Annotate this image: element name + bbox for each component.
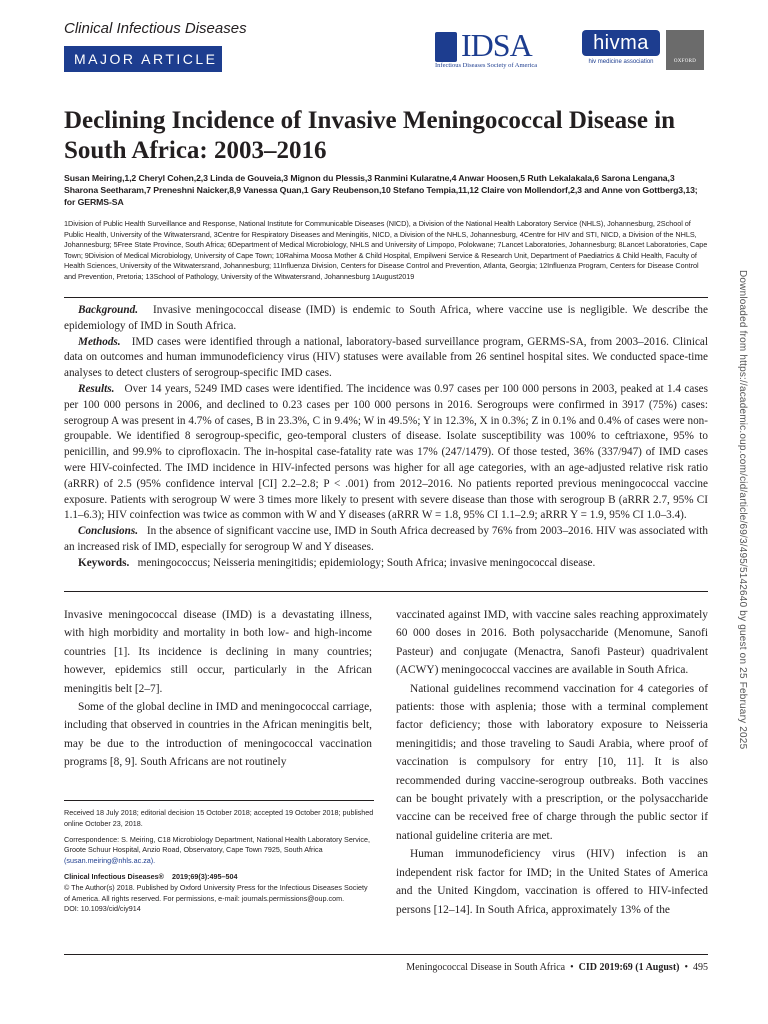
methods-heading: Methods. bbox=[78, 335, 121, 348]
hivma-subtitle: hiv medicine association bbox=[588, 59, 654, 65]
hivma-logo bbox=[582, 30, 660, 70]
body-paragraph: Human immunodeficiency virus (HIV) infection is an independent risk factor for IMD; in the United States of America and the United Kingdom, vaccination is offered to HIV-infected persons [12–14]. In South Africa, approximately 13% of the bbox=[396, 848, 708, 916]
doi-link[interactable]: DOI: 10.1093/cid/ciy914 bbox=[64, 904, 141, 914]
idsa-logo bbox=[435, 27, 575, 70]
article-title: Declining Incidence of Invasive Meningococcal Disease in South Africa: 2003–2016 bbox=[64, 107, 676, 164]
page-number: 495 bbox=[693, 962, 708, 973]
keywords-heading: Keywords. bbox=[78, 556, 130, 569]
affiliations: 1Division of Public Health Surveillance and Response, National Institute for Communicable Diseases (NICD), a Division of the National Health Laboratory Service (NHLS), Johannesburg, 2School of Public Health, University of the Witwatersrand, 3Centre for Respiratory Diseases and Meningitis, NICD, a Division of the NHLS, Johannesburg, 4Centre for HIV and STI, NICD, a Division of the NHLS, Johannesburg; 5Free State Province, South Africa; 6Department of Medical Microbiology, NHLS and University of Limpopo, Polokwane; 7Lancet Laboratories, Johannesburg; 8Lancet Laboratories, Cape Town; 9Division of Medical Microbiology, University of Cape Town; 10Rahima Moosa Mother & Child Hospital, Empilweni Service & Research Unit, Department of Paediatrics & Child Health, Faculty of Health Sciences, University of the Witwatersrand, Johannesburg; 11Influenza Division, Centers for Disease Control and Prevention, Atlanta, Georgia; 12Influenza Program, Centers for Disease Control and Prevention, Pretoria; 13School of Pathology, University of the Witwatersrand, Johannesburg 1August2019 bbox=[64, 219, 708, 281]
background-heading: Background. bbox=[78, 304, 138, 316]
idsa-logo-text: IDSA bbox=[461, 27, 532, 63]
footnote-citation: 2019;69(3):495–504 bbox=[171, 871, 238, 881]
abstract-bottom-divider bbox=[64, 591, 708, 592]
author-list: Susan Meiring,1,2 Cheryl Cohen,2,3 Linda de Gouveia,3 Mignon du Plessis,3 Ranmini Kularatne,4 Anwar Hoosen,5 Ruth Lekalakala,6 Sarona Lengana,3 Sharona Seetharam,7 Preneshni Naicker,8,9 Vanessa Quan,1 Gary Reubenson,10 Stefano Tempia,11,12 Claire von Mollendorf,2,3 and Anne von Gottberg3,13; for GERMS-SA bbox=[64, 173, 698, 207]
abstract-background bbox=[64, 303, 708, 335]
body-paragraph: Some of the global decline in IMD and meningococcal carriage, including that observed in countries in the African meningitis belt, may be due to the introduction of meningococcal vaccination programs [8, 9]. South Africans are not routinely bbox=[64, 701, 372, 769]
footnote-divider bbox=[64, 800, 374, 801]
abstract-results bbox=[64, 382, 708, 524]
oxford-logo-text: OXFORD bbox=[673, 59, 697, 64]
results-text: Over 14 years, 5249 IMD cases were identified. The incidence was 0.97 cases per 100 000 persons in 2003, peaked at 1.4 cases per 100 000 persons in 2006, and declined to 0.23 cases per 100 000 persons in 2016. Serogroups were confirmed in 3917 (75%) cases: serogroup A was present in 4.7% of cases, B in 23.3%, C in 9.4%; W in 49.5%; Y in 12.3%, X in 0.3%; Z in 0.1% and 0.4% of cases were non-groupable. We identified 8 serogroup-specific, geo-temporal clusters of disease. Isolate susceptibility was 100% to ceftriaxone, 95% to penicillin, and 99.9% to ciprofloxacin. The in-hospital case-fatality rate was 17% (247/1479). Of those tested, 36% (337/947) of IMD cases were HIV-coinfected. The IMD incidence in HIV-infected persons was higher for all age categories, with an age-adjusted relative risk ratio (aRRR) of 2.5 (95% confidence interval [CI] 2.2–2.8; P < .001) from 2012–2016. No patients reported previous meningococcal vaccine exposure. Patients with serogroup W were 3 times more likely to present with severe disease than those with serogroup B (aRRR 2.7, 95% CI 1.1–6.3); HIV coinfection was twice as common with W and Y diseases (aRRR W = 1.8, 95% CI 1.1–2.9; aRRR Y = 1.9, 95% CI 1.0–3.4). bbox=[64, 382, 709, 522]
idsa-seal-icon bbox=[435, 32, 457, 62]
running-title: Meningococcal Disease in South Africa bbox=[406, 962, 566, 973]
journal-name: Clinical Infectious Diseases bbox=[64, 20, 247, 37]
body-left-column bbox=[64, 606, 372, 772]
idsa-subtitle: Infectious Diseases Society of America bbox=[435, 62, 538, 69]
body-paragraph: vaccinated against IMD, with vaccine sales reaching approximately 60 000 doses in 2016. Both polysaccharide (Menomune, Sanofi Pasteur) and conjugate (Menactra, Sanofi Pasteur) quadrivalent (ACWY) meningococcal vaccines are available in South Africa. bbox=[396, 609, 708, 677]
body-paragraph: National guidelines recommend vaccination for 4 categories of patients: those with asplenia; those with a terminal complement factor deficiency; those with laboratory exposure to Neisseria meningitidis; and those traveling to Saudi Arabia, where proof of vaccination is compulsory for entry [10, 11]. It is also recommended during vaccine-serogroup outbreaks. Both vaccines can be bought privately with a prescription, or the polysaccharide vaccine can be received free of charge through the public sector if national guideline criteria are met. bbox=[396, 682, 708, 842]
methods-text: IMD cases were identified through a national, laboratory-based surveillance program, GERMS-SA, from 2003–2016. Clinical data on outcomes and human immunodeficiency virus (HIV) statuses were available from 26 sentinel hospital sites. We conducted space-time analyses to detect clusters of serogroup-specific IMD cases. bbox=[64, 335, 708, 380]
journal-reference: CID 2019:69 (1 August) bbox=[578, 962, 680, 973]
conclusions-text: In the absence of significant vaccine use, IMD in South Africa decreased by 76% from 2003–2016. HIV was associated with an increased risk of IMD, especially for serogroup W and Y diseases. bbox=[64, 525, 708, 553]
abstract-keywords bbox=[64, 556, 708, 572]
download-note-text: Downloaded from https://academic.oup.com/cid/article/69/3/495/5142640 by guest on 25 February 2025 bbox=[737, 270, 748, 750]
results-heading: Results. bbox=[78, 382, 115, 395]
download-side-note bbox=[737, 270, 756, 910]
body-paragraph: Invasive meningococcal disease (IMD) is a devastating illness, with high morbidity and mortality in both low- and high-income countries [1]. Its incidence is declining in many countries; however, epidemics still occur, particularly in the African meningitis belt [2–7]. bbox=[64, 609, 372, 695]
correspondence-email-link[interactable]: (susan.meiring@nhls.ac.za). bbox=[64, 856, 156, 866]
abstract-conclusions bbox=[64, 524, 708, 556]
correspondence-text: Correspondence: S. Meiring, C18 Microbiology Department, National Health Laboratory Service, Groote Schuur Hospital, Anzio Road, Observatory, Cape Town 7925, South Africa bbox=[64, 834, 371, 855]
received-dates: Received 18 July 2018; editorial decision 15 October 2018; accepted 19 October 2018; published online October 23, 2018. bbox=[64, 808, 374, 828]
abstract bbox=[64, 303, 708, 572]
conclusions-heading: Conclusions. bbox=[78, 525, 139, 538]
body-right-column bbox=[396, 606, 708, 919]
page-footer-divider bbox=[64, 954, 708, 955]
journal-citation bbox=[64, 872, 374, 915]
abstract-methods bbox=[64, 335, 708, 382]
keywords-text: meningococcus; Neisseria meningitidis; epidemiology; South Africa; invasive meningococcal disease. bbox=[137, 556, 596, 569]
background-text: Invasive meningococcal disease (IMD) is endemic to South Africa, where vaccine use is negligible. We describe the epidemiology of IMD in South Africa. bbox=[64, 304, 708, 332]
correspondence bbox=[64, 835, 374, 867]
footnote-journal-name: Clinical Infectious Diseases® bbox=[64, 871, 164, 881]
footnotes bbox=[64, 808, 374, 920]
oxford-logo bbox=[666, 30, 704, 70]
article-type-banner: MAJOR ARTICLE bbox=[64, 46, 222, 72]
copyright: © The Author(s) 2018. Published by Oxford University Press for the Infectious Diseases Society of America. All rights reserved. For permissions, e-mail: journals.permissions@oup.com. bbox=[64, 882, 368, 903]
abstract-top-divider bbox=[64, 297, 708, 298]
hivma-logo-text: hivma bbox=[582, 30, 660, 56]
page-footer: Meningococcal Disease in South Africa • CID 2019:69 (1 August) • 495 bbox=[406, 962, 708, 973]
